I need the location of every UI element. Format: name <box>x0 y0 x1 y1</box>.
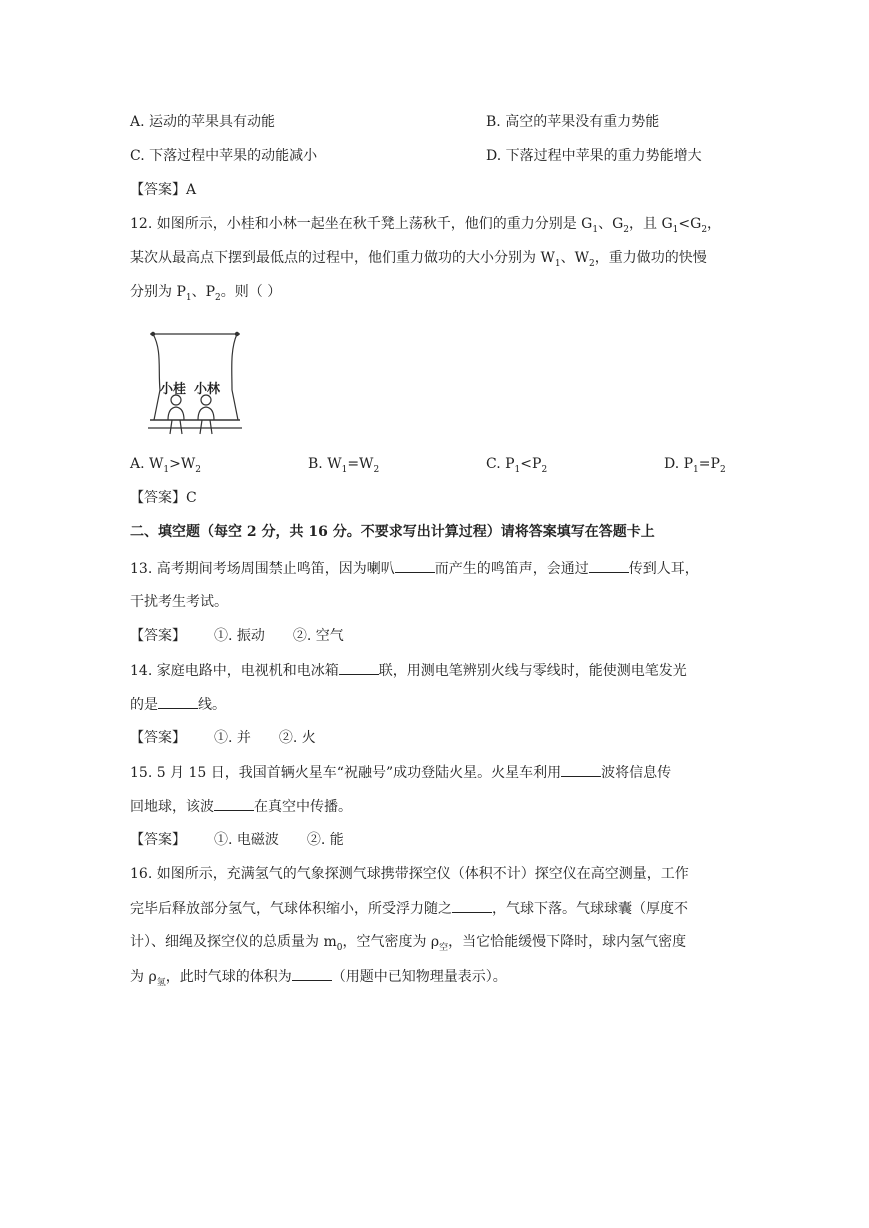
q16-line2: 完毕后释放部分氢气，气球体积缩小，所受浮力随之 ，气球下落。气球球囊（厚度不 <box>130 898 688 919</box>
blank <box>214 796 254 811</box>
q11-option-d: D. 下落过程中苹果的重力势能增大 <box>486 148 702 164</box>
q11-answer: 【答案】A <box>130 182 197 198</box>
q13-answer: 【答案】 ①. 振动 ②. 空气 <box>130 628 344 644</box>
q12-line2: 某次从最高点下摆到最低点的过程中，他们重力做功的大小分别为 $W_1$、$W_2$，重力做功的快慢 <box>130 250 707 269</box>
q12-line1: 12. 如图所示，小桂和小林一起坐在秋千凳上荡秋千，他们的重力分别是 $G_1$、$G_2$，且 $G_1<G_2$， <box>130 216 722 235</box>
q12-answer: 【答案】C <box>130 490 197 506</box>
figure-label-xiaolin: 小林 <box>194 382 221 397</box>
q14-answer: 【答案】 ①. 并 ②. 火 <box>130 730 316 746</box>
blank <box>589 558 629 573</box>
q16-line4: 为 $\rho_氢$，此时气球的体积为 （用题中已知物理量表示）。 <box>130 966 507 993</box>
swing-figure <box>140 330 250 440</box>
blank <box>292 966 332 981</box>
q12-option-c: C. $P_1<P_2$ <box>486 456 548 475</box>
q15-line2: 回地球，该波 在真空中传播。 <box>130 796 352 817</box>
blank <box>339 660 379 675</box>
q15-line1: 15. 5 月 15 日，我国首辆火星车“祝融号”成功登陆火星。火星车利用 波将信息传 <box>130 762 671 783</box>
q11-option-c: C. 下落过程中苹果的动能减小 <box>130 148 318 164</box>
figure-label-xiaogui: 小桂 <box>160 382 187 397</box>
blank <box>395 558 435 573</box>
q15-answer: 【答案】 ①. 电磁波 ②. 能 <box>130 832 344 848</box>
blank <box>561 762 601 777</box>
blank <box>158 694 198 709</box>
q16-line3: 计）、细绳及探空仪的总质量为 $m_0$，空气密度为 $\rho_空$，当它恰能缓慢下降时，球内氢气密度 <box>130 934 687 953</box>
q11-option-a: A. 运动的苹果具有动能 <box>130 114 276 130</box>
blank <box>452 898 492 913</box>
q13-line2: 干扰考生考试。 <box>130 594 228 610</box>
q12-option-d: D. $P_1=P_2$ <box>664 456 726 475</box>
q11-option-b: B. 高空的苹果没有重力势能 <box>486 114 660 130</box>
q16-line1: 16. 如图所示，充满氢气的气象探测气球携带探空仪（体积不计）探空仪在高空测量，工作 <box>130 866 689 882</box>
q14-line1: 14. 家庭电路中，电视机和电冰箱 联，用测电笔辨别火线与零线时，能使测电笔发光 <box>130 660 687 681</box>
q14-line2: 的是 线。 <box>130 694 226 715</box>
section2-title: 二、填空题（每空 2 分，共 16 分。不要求写出计算过程）请将答案填写在答题卡上 <box>130 524 655 540</box>
q12-line3: 分别为 $P_1$、$P_2$。则（ ） <box>130 284 282 303</box>
q12-option-b: B. $W_1=W_2$ <box>308 456 380 475</box>
q12-option-a: A. $W_1>W_2$ <box>130 456 201 475</box>
q13-line1: 13. 高考期间考场周围禁止鸣笛，因为喇叭 而产生的鸣笛声，会通过 传到人耳， <box>130 558 699 579</box>
